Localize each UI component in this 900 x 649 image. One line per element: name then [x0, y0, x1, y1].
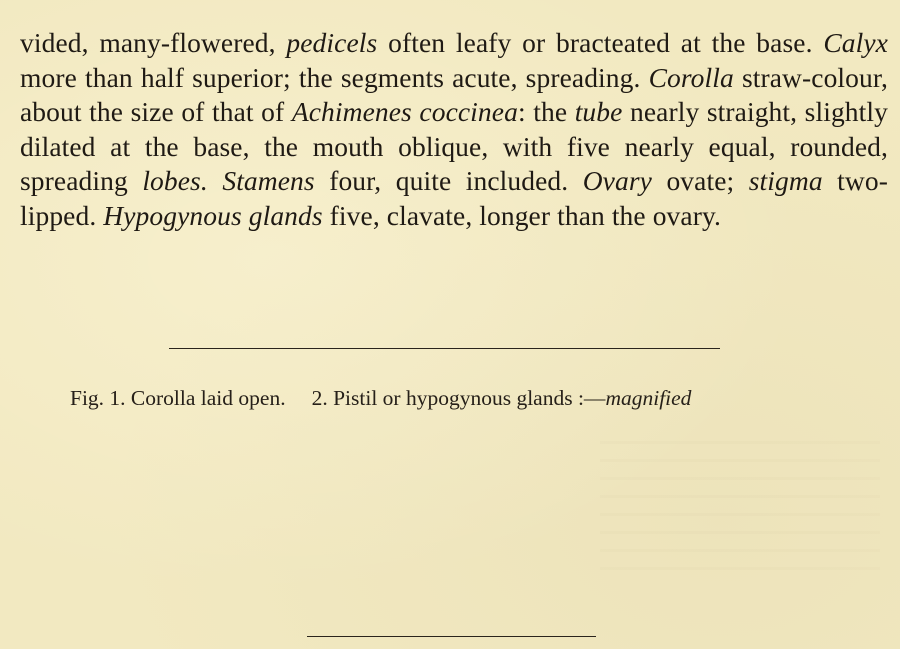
term-calyx: Calyx	[823, 27, 888, 58]
term-ovary: Ovary	[582, 165, 652, 197]
caption-magnified: magnified	[605, 386, 692, 410]
divider-rule-bottom	[307, 636, 596, 637]
term-tube: tube	[574, 96, 623, 128]
term-hypogynous-glands: Hypogynous glands	[103, 199, 323, 231]
caption-fig-1: Fig. 1. Corolla laid open.	[70, 386, 286, 410]
term-stigma: stigma	[748, 165, 823, 197]
text-segment: more than half superior; the segments acute, spreading.	[20, 61, 649, 93]
text-segment: often leafy or bracteated at the base.	[377, 27, 824, 58]
text-segment: ovate;	[651, 165, 749, 197]
term-stamens: Stamens	[222, 165, 315, 197]
description-paragraph	[20, 26, 888, 234]
term-lobes: lobes.	[142, 165, 208, 197]
text-segment: : the	[517, 96, 575, 128]
text-segment: five, clavate, longer than the ovary.	[322, 199, 721, 231]
term-corolla: Corolla	[648, 61, 734, 93]
term-pedicels: pedicels	[286, 27, 378, 58]
text-segment: nearly straight, slightly dilated at the base, the mouth oblique, with five nearly equal, rounded, spreading	[20, 96, 888, 197]
bleed-through-texture	[600, 430, 880, 570]
text-segment: straw-colour, about the size of that of	[20, 61, 888, 128]
text-segment	[208, 165, 223, 196]
divider-rule	[169, 348, 720, 349]
caption-fig-2: 2. Pistil or hypogynous glands :—	[311, 386, 606, 410]
term-species-name: Achimenes coccinea	[291, 96, 518, 128]
text-segment: vided, many-flowered,	[20, 27, 287, 58]
text-segment: four, quite included.	[314, 165, 583, 197]
text-segment: two-lipped.	[20, 165, 888, 231]
figure-caption	[70, 385, 691, 411]
